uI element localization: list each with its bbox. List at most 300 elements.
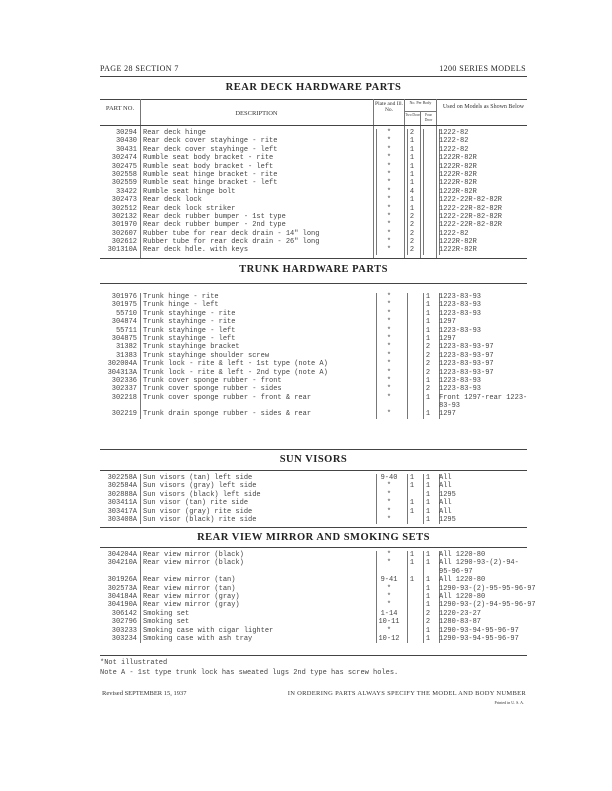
part-description: Rear deck hinge xyxy=(143,129,207,137)
part-number: 302474 xyxy=(111,154,137,163)
part-description: Sun visor (tan) rite side xyxy=(143,499,249,508)
used-on-models: 1222-22R-82-82R xyxy=(439,221,503,230)
four-door-qty: 1 xyxy=(425,326,431,335)
plate-number: 1-14 xyxy=(380,609,398,618)
plate-number: * xyxy=(386,385,392,394)
table-row xyxy=(100,230,527,238)
part-description: Smoking set xyxy=(143,609,190,618)
part-description: Rubber tube for rear deck drain - 14" long xyxy=(143,229,320,238)
used-on-models: 1222-82 xyxy=(439,137,469,146)
used-on-models: 1223-83-93 xyxy=(439,326,482,335)
four-door-qty: 1 xyxy=(425,474,431,482)
table-row xyxy=(100,601,536,610)
part-number: 30294 xyxy=(115,129,137,137)
part-description: Sun visors (black) left side xyxy=(143,490,261,499)
part-number: 31382 xyxy=(115,343,137,352)
plate-number: * xyxy=(386,246,392,255)
revised-date: Revised SEPTEMBER 15, 1937 xyxy=(102,690,187,697)
col-plate: Plate and Ill. No. xyxy=(375,101,403,113)
plate-number: * xyxy=(386,343,392,352)
two-door-qty: 1 xyxy=(409,576,415,585)
used-on-models: 1220-23-27 xyxy=(439,609,482,618)
part-number: 302004A xyxy=(107,360,137,369)
part-description: Rubber tube for rear deck drain - 26" long xyxy=(143,238,320,247)
used-on-models: 1223-83-93-97 xyxy=(439,343,494,352)
part-description: Rear view mirror (gray) xyxy=(143,601,240,610)
four-door-qty: 2 xyxy=(425,609,431,618)
part-number: 30431 xyxy=(115,145,137,154)
part-description: Sun visors (tan) left side xyxy=(143,474,253,482)
part-number: 306142 xyxy=(111,609,137,618)
four-door-qty: 1 xyxy=(425,318,431,327)
table-row xyxy=(100,482,527,490)
used-on-models: 1297 xyxy=(439,410,456,419)
two-door-qty: 1 xyxy=(409,559,415,568)
part-description: Trunk stayhinge - rite xyxy=(143,309,236,318)
four-door-qty: 1 xyxy=(425,634,431,643)
part-number: 301975 xyxy=(111,301,137,310)
part-description: Rumble seat hinge bracket - rite xyxy=(143,170,278,179)
used-on-models: 1223-83-93-97 xyxy=(439,351,494,360)
plate-number: 9-40 xyxy=(380,474,398,482)
part-description: Trunk cover sponge rubber - front xyxy=(143,376,282,385)
table-top-rule xyxy=(100,283,527,284)
used-on-models: 1295 xyxy=(439,515,456,524)
part-number: 302219 xyxy=(111,410,137,419)
used-on-models: 1222-22R-82-82R xyxy=(439,212,503,221)
two-door-qty: 2 xyxy=(409,229,415,238)
two-door-qty: 1 xyxy=(409,196,415,205)
plate-number: * xyxy=(386,551,392,559)
used-on-models: 1222-82 xyxy=(439,145,469,154)
four-door-qty: 1 xyxy=(425,490,431,499)
part-description: Trunk cover sponge rubber - sides xyxy=(143,385,282,394)
plate-number: * xyxy=(386,129,392,137)
plate-number: * xyxy=(386,293,392,301)
part-description: Trunk stayhinge - rite xyxy=(143,318,236,327)
used-on-models: 1290-93-(2)-95-95-96-97 xyxy=(439,584,536,593)
used-on-models: 1222-22R-82-82R xyxy=(439,204,503,213)
table-bottom-rule xyxy=(100,527,527,528)
sun-visors-table xyxy=(100,474,527,524)
used-on-models: 1222R-82R xyxy=(439,238,477,247)
part-description: Rear deck cover stayhinge - left xyxy=(143,145,278,154)
used-on-models: 1223-83-93 xyxy=(439,301,482,310)
part-number: 301926A xyxy=(107,576,137,585)
used-on-models: 1290-93-94-95-96-97 xyxy=(439,626,519,635)
part-number: 301976 xyxy=(111,293,137,301)
plate-number: * xyxy=(386,499,392,508)
table-row xyxy=(100,171,527,179)
part-number: 302258A xyxy=(107,474,137,482)
table-row xyxy=(100,635,527,643)
used-on-models: All xyxy=(439,482,452,491)
col-four-door: Four Door xyxy=(424,113,433,122)
part-number: 302336 xyxy=(111,376,137,385)
part-description: Sun visor (gray) rite side xyxy=(143,507,253,516)
table-row xyxy=(100,377,527,385)
table-row xyxy=(100,551,527,559)
table-row xyxy=(100,618,527,626)
four-door-qty: 1 xyxy=(425,309,431,318)
part-number: 55710 xyxy=(115,309,137,318)
table-row xyxy=(100,318,527,326)
part-description: Rear deck lock xyxy=(143,196,202,205)
table-row xyxy=(100,499,527,507)
part-number: 302132 xyxy=(111,212,137,221)
two-door-qty: 1 xyxy=(409,137,415,146)
table-row xyxy=(100,610,527,618)
col-part-no: PART NO. xyxy=(105,105,135,112)
part-description: Rumble seat hinge bolt xyxy=(143,187,236,196)
plate-number: * xyxy=(386,196,392,205)
part-description: Sun visor (black) rite side xyxy=(143,515,257,524)
plate-number: * xyxy=(386,162,392,171)
two-door-qty: 2 xyxy=(409,129,415,137)
table-bottom-rule xyxy=(100,449,527,450)
plate-number: 10-12 xyxy=(378,634,400,643)
part-description: Trunk lock - rite & left - 1st type (note A) xyxy=(143,360,328,369)
part-description: Trunk hinge - rite xyxy=(143,293,219,301)
used-on-models: All xyxy=(439,499,452,508)
two-door-qty: 4 xyxy=(409,187,415,196)
table-row xyxy=(100,301,527,309)
part-number: 304313A xyxy=(107,368,137,377)
part-number: 304874 xyxy=(111,318,137,327)
four-door-qty: 1 xyxy=(425,393,431,402)
four-door-qty: 1 xyxy=(425,592,431,601)
part-description: Smoking case with ash tray xyxy=(143,634,253,643)
plate-number: * xyxy=(386,318,392,327)
two-door-qty: 1 xyxy=(409,507,415,516)
table-row xyxy=(100,238,527,246)
part-number: 302337 xyxy=(111,385,137,394)
table-row xyxy=(100,394,527,411)
table-row xyxy=(100,146,527,154)
plate-number: * xyxy=(386,145,392,154)
used-on-models: 1222-82 xyxy=(439,229,469,238)
table-row xyxy=(100,385,527,393)
plate-number: * xyxy=(386,592,392,601)
plate-number: * xyxy=(386,154,392,163)
two-door-qty: 2 xyxy=(409,212,415,221)
col-per-body: No. Per Body xyxy=(409,100,432,105)
part-description: Trunk stayhinge - left xyxy=(143,334,236,343)
two-door-qty: 2 xyxy=(409,238,415,247)
used-on-models: 1222R-82R xyxy=(439,246,477,255)
plate-number: * xyxy=(386,376,392,385)
col-two-door: Two Door xyxy=(405,113,420,117)
plate-number: * xyxy=(386,204,392,213)
part-number: 302888A xyxy=(107,490,137,499)
used-on-models: Front 1297-rear 1223-83-93 xyxy=(439,393,528,411)
two-door-qty: 1 xyxy=(409,170,415,179)
part-number: 302796 xyxy=(111,618,137,627)
part-number: 303234 xyxy=(111,634,137,643)
table-row xyxy=(100,410,527,418)
table-top-rule xyxy=(100,470,527,471)
part-description: Rear deck lock striker xyxy=(143,204,236,213)
table-row xyxy=(100,593,527,601)
rear-deck-table xyxy=(100,129,527,255)
two-door-qty: 1 xyxy=(409,551,415,559)
note-a: Note A - 1st type trunk lock has sweated lugs 2nd type has screw holes. xyxy=(100,669,399,677)
part-number: 302612 xyxy=(111,238,137,247)
two-door-qty: 1 xyxy=(409,179,415,188)
part-description: Smoking set xyxy=(143,618,190,627)
plate-number: * xyxy=(386,326,392,335)
divider xyxy=(404,111,436,112)
two-door-qty: 1 xyxy=(409,162,415,171)
two-door-qty: 2 xyxy=(409,246,415,255)
part-number: 302559 xyxy=(111,179,137,188)
used-on-models: All 1290-93-(2)-94-95-96-97 xyxy=(439,559,519,576)
table-row xyxy=(100,474,527,482)
plate-number: * xyxy=(386,187,392,196)
four-door-qty: 1 xyxy=(425,301,431,310)
part-number: 302573A xyxy=(107,584,137,593)
part-number: 302607 xyxy=(111,229,137,238)
table-row xyxy=(100,335,527,343)
part-description: Rear view mirror (gray) xyxy=(143,592,240,601)
plate-number: * xyxy=(386,229,392,238)
part-description: Smoking case with cigar lighter xyxy=(143,626,274,635)
table-top-rule xyxy=(100,99,527,100)
part-number: 303417A xyxy=(107,507,137,516)
printed-in-usa: Printed in U. S. A. xyxy=(494,700,524,705)
four-door-qty: 2 xyxy=(425,368,431,377)
table-row xyxy=(100,327,527,335)
used-on-models: 1223-83-93 xyxy=(439,385,482,394)
used-on-models: 1222R-82R xyxy=(439,162,477,171)
plate-number: 9-41 xyxy=(380,576,398,585)
part-description: Trunk hinge - left xyxy=(143,301,219,310)
part-number: 55711 xyxy=(115,326,137,335)
four-door-qty: 2 xyxy=(425,343,431,352)
four-door-qty: 1 xyxy=(425,576,431,585)
part-description: Rumble seat hinge bracket - left xyxy=(143,179,278,188)
plate-number: * xyxy=(386,309,392,318)
part-description: Trunk drain sponge rubber - sides & rear xyxy=(143,410,312,419)
used-on-models: 1222R-82R xyxy=(439,187,477,196)
part-description: Rear view mirror (tan) xyxy=(143,576,236,585)
part-number: 304184A xyxy=(107,592,137,601)
ordering-notice: IN ORDERING PARTS ALWAYS SPECIFY THE MODEL AND BODY NUMBER xyxy=(287,690,526,697)
part-description: Rear deck rubber bumper - 1st type xyxy=(143,212,286,221)
plate-number: * xyxy=(386,559,392,568)
table-row xyxy=(100,246,527,254)
plate-number: * xyxy=(386,601,392,610)
used-on-models: 1290-93-(2)-94-95-96-97 xyxy=(439,601,536,610)
part-description: Rumble seat body bracket - left xyxy=(143,162,274,171)
table-row xyxy=(100,205,527,213)
plate-number: * xyxy=(386,393,392,402)
part-number: 31383 xyxy=(115,351,137,360)
used-on-models: 1280-83-87 xyxy=(439,618,482,627)
part-number: 304875 xyxy=(111,334,137,343)
plate-number: * xyxy=(386,334,392,343)
header-rule xyxy=(100,76,527,77)
table-row xyxy=(100,516,527,524)
used-on-models: 1222R-82R xyxy=(439,170,477,179)
part-description: Rear view mirror (black) xyxy=(143,559,244,568)
plate-number: * xyxy=(386,212,392,221)
table-bottom-rule xyxy=(100,655,527,656)
section-title-rear-deck: REAR DECK HARDWARE PARTS xyxy=(225,82,402,93)
four-door-qty: 1 xyxy=(425,499,431,508)
four-door-qty: 1 xyxy=(425,601,431,610)
used-on-models: 1223-83-93 xyxy=(439,376,482,385)
two-door-qty: 1 xyxy=(409,145,415,154)
four-door-qty: 2 xyxy=(425,385,431,394)
four-door-qty: 1 xyxy=(425,559,431,568)
used-on-models: All xyxy=(439,474,452,482)
used-on-models: All 1220-80 xyxy=(439,551,486,559)
table-row xyxy=(100,491,527,499)
section-title-trunk: TRUNK HARDWARE PARTS xyxy=(239,264,388,275)
used-on-models: 1222-82 xyxy=(439,129,469,137)
table-row xyxy=(100,559,527,576)
used-on-models: 1222R-82R xyxy=(439,154,477,163)
part-number: 302475 xyxy=(111,162,137,171)
used-on-models: 1223-83-93 xyxy=(439,293,482,301)
col-used-on: Used on Models as Shown Below xyxy=(442,104,525,110)
part-description: Rear deck rubber bumper - 2nd type xyxy=(143,221,286,230)
part-number: 303411A xyxy=(107,499,137,508)
trunk-table xyxy=(100,293,527,419)
used-on-models: 1297 xyxy=(439,334,456,343)
part-number: 302473 xyxy=(111,196,137,205)
plate-number: * xyxy=(386,137,392,146)
plate-number: * xyxy=(386,179,392,188)
table-row xyxy=(100,508,527,516)
table-row xyxy=(100,343,527,351)
four-door-qty: 2 xyxy=(425,351,431,360)
four-door-qty: 1 xyxy=(425,376,431,385)
part-number: 304190A xyxy=(107,601,137,610)
part-number: 302584A xyxy=(107,482,137,491)
four-door-qty: 1 xyxy=(425,551,431,559)
part-description: Sun visors (gray) left side xyxy=(143,482,257,491)
part-description: Trunk stayhinge shoulder screw xyxy=(143,351,270,360)
table-row xyxy=(100,163,527,171)
part-description: Trunk stayhinge - left xyxy=(143,326,236,335)
section-title-mirror-smoking: REAR VIEW MIRROR AND SMOKING SETS xyxy=(197,532,430,543)
part-number: 33422 xyxy=(115,187,137,196)
used-on-models: 1297 xyxy=(439,318,456,327)
plate-number: * xyxy=(386,515,392,524)
two-door-qty: 2 xyxy=(409,221,415,230)
four-door-qty: 1 xyxy=(425,626,431,635)
part-number: 30430 xyxy=(115,137,137,146)
two-door-qty: 1 xyxy=(409,499,415,508)
plate-number: * xyxy=(386,626,392,635)
page-section-label: PAGE 28 SECTION 7 xyxy=(100,64,179,73)
col-description: DESCRIPTION xyxy=(235,110,278,117)
part-number: 303233 xyxy=(111,626,137,635)
table-row xyxy=(100,188,527,196)
series-label: 1200 SERIES MODELS xyxy=(439,64,526,73)
table-row xyxy=(100,310,527,318)
part-description: Trunk stayhinge bracket xyxy=(143,343,240,352)
part-number: 303408A xyxy=(107,515,137,524)
four-door-qty: 1 xyxy=(425,507,431,516)
used-on-models: 1222-22R-82-82R xyxy=(439,196,503,205)
used-on-models: 1223-83-93-97 xyxy=(439,368,494,377)
used-on-models: 1223-83-93-97 xyxy=(439,360,494,369)
two-door-qty: 1 xyxy=(409,154,415,163)
four-door-qty: 2 xyxy=(425,618,431,627)
not-illustrated-note: *Not illustrated xyxy=(100,659,168,667)
four-door-qty: 1 xyxy=(425,482,431,491)
part-number: 304204A xyxy=(107,551,137,559)
part-number: 301970 xyxy=(111,221,137,230)
plate-number: * xyxy=(386,170,392,179)
table-bottom-rule xyxy=(100,258,527,259)
plate-number: * xyxy=(386,301,392,310)
table-row xyxy=(100,352,527,360)
used-on-models: All xyxy=(439,507,452,516)
part-number: 304210A xyxy=(107,559,137,568)
two-door-qty: 1 xyxy=(409,482,415,491)
table-row xyxy=(100,627,527,635)
section-title-sun-visors: SUN VISORS xyxy=(279,454,348,465)
plate-number: * xyxy=(386,482,392,491)
plate-number: * xyxy=(386,507,392,516)
table-row xyxy=(100,154,527,162)
plate-number: * xyxy=(386,351,392,360)
header-bottom-rule xyxy=(100,125,527,126)
part-number: 302512 xyxy=(111,204,137,213)
table-row xyxy=(100,129,527,137)
plate-number: * xyxy=(386,221,392,230)
table-row xyxy=(100,196,527,204)
plate-number: * xyxy=(386,410,392,419)
part-description: Trunk lock - rite & left - 2nd type (note A) xyxy=(143,368,328,377)
plate-number: * xyxy=(386,368,392,377)
table-row xyxy=(100,179,527,187)
part-description: Trunk cover sponge rubber - front & rear xyxy=(143,393,312,402)
four-door-qty: 1 xyxy=(425,293,431,301)
plate-number: * xyxy=(386,238,392,247)
plate-number: * xyxy=(386,584,392,593)
plate-number: * xyxy=(386,360,392,369)
used-on-models: 1223-83-93 xyxy=(439,309,482,318)
used-on-models: 1295 xyxy=(439,490,456,499)
table-top-rule xyxy=(100,547,527,548)
part-number: 302558 xyxy=(111,170,137,179)
table-row xyxy=(100,137,527,145)
part-description: Rumble seat body bracket - rite xyxy=(143,154,274,163)
plate-number: 10-11 xyxy=(378,618,400,627)
four-door-qty: 1 xyxy=(425,584,431,593)
table-row xyxy=(100,221,527,229)
used-on-models: All 1220-80 xyxy=(439,576,486,585)
table-row xyxy=(100,213,527,221)
table-row xyxy=(100,360,527,368)
part-description: Rear deck cover stayhinge - rite xyxy=(143,137,278,146)
table-row xyxy=(100,584,536,593)
table-row xyxy=(100,293,527,301)
table-row xyxy=(100,576,527,584)
two-door-qty: 1 xyxy=(409,204,415,213)
used-on-models: 1290-93-94-95-96-97 xyxy=(439,634,519,643)
part-number: 301310A xyxy=(107,246,137,255)
four-door-qty: 1 xyxy=(425,515,431,524)
four-door-qty: 1 xyxy=(425,334,431,343)
two-door-qty: 1 xyxy=(409,474,415,482)
mirror-smoking-table xyxy=(100,551,536,643)
